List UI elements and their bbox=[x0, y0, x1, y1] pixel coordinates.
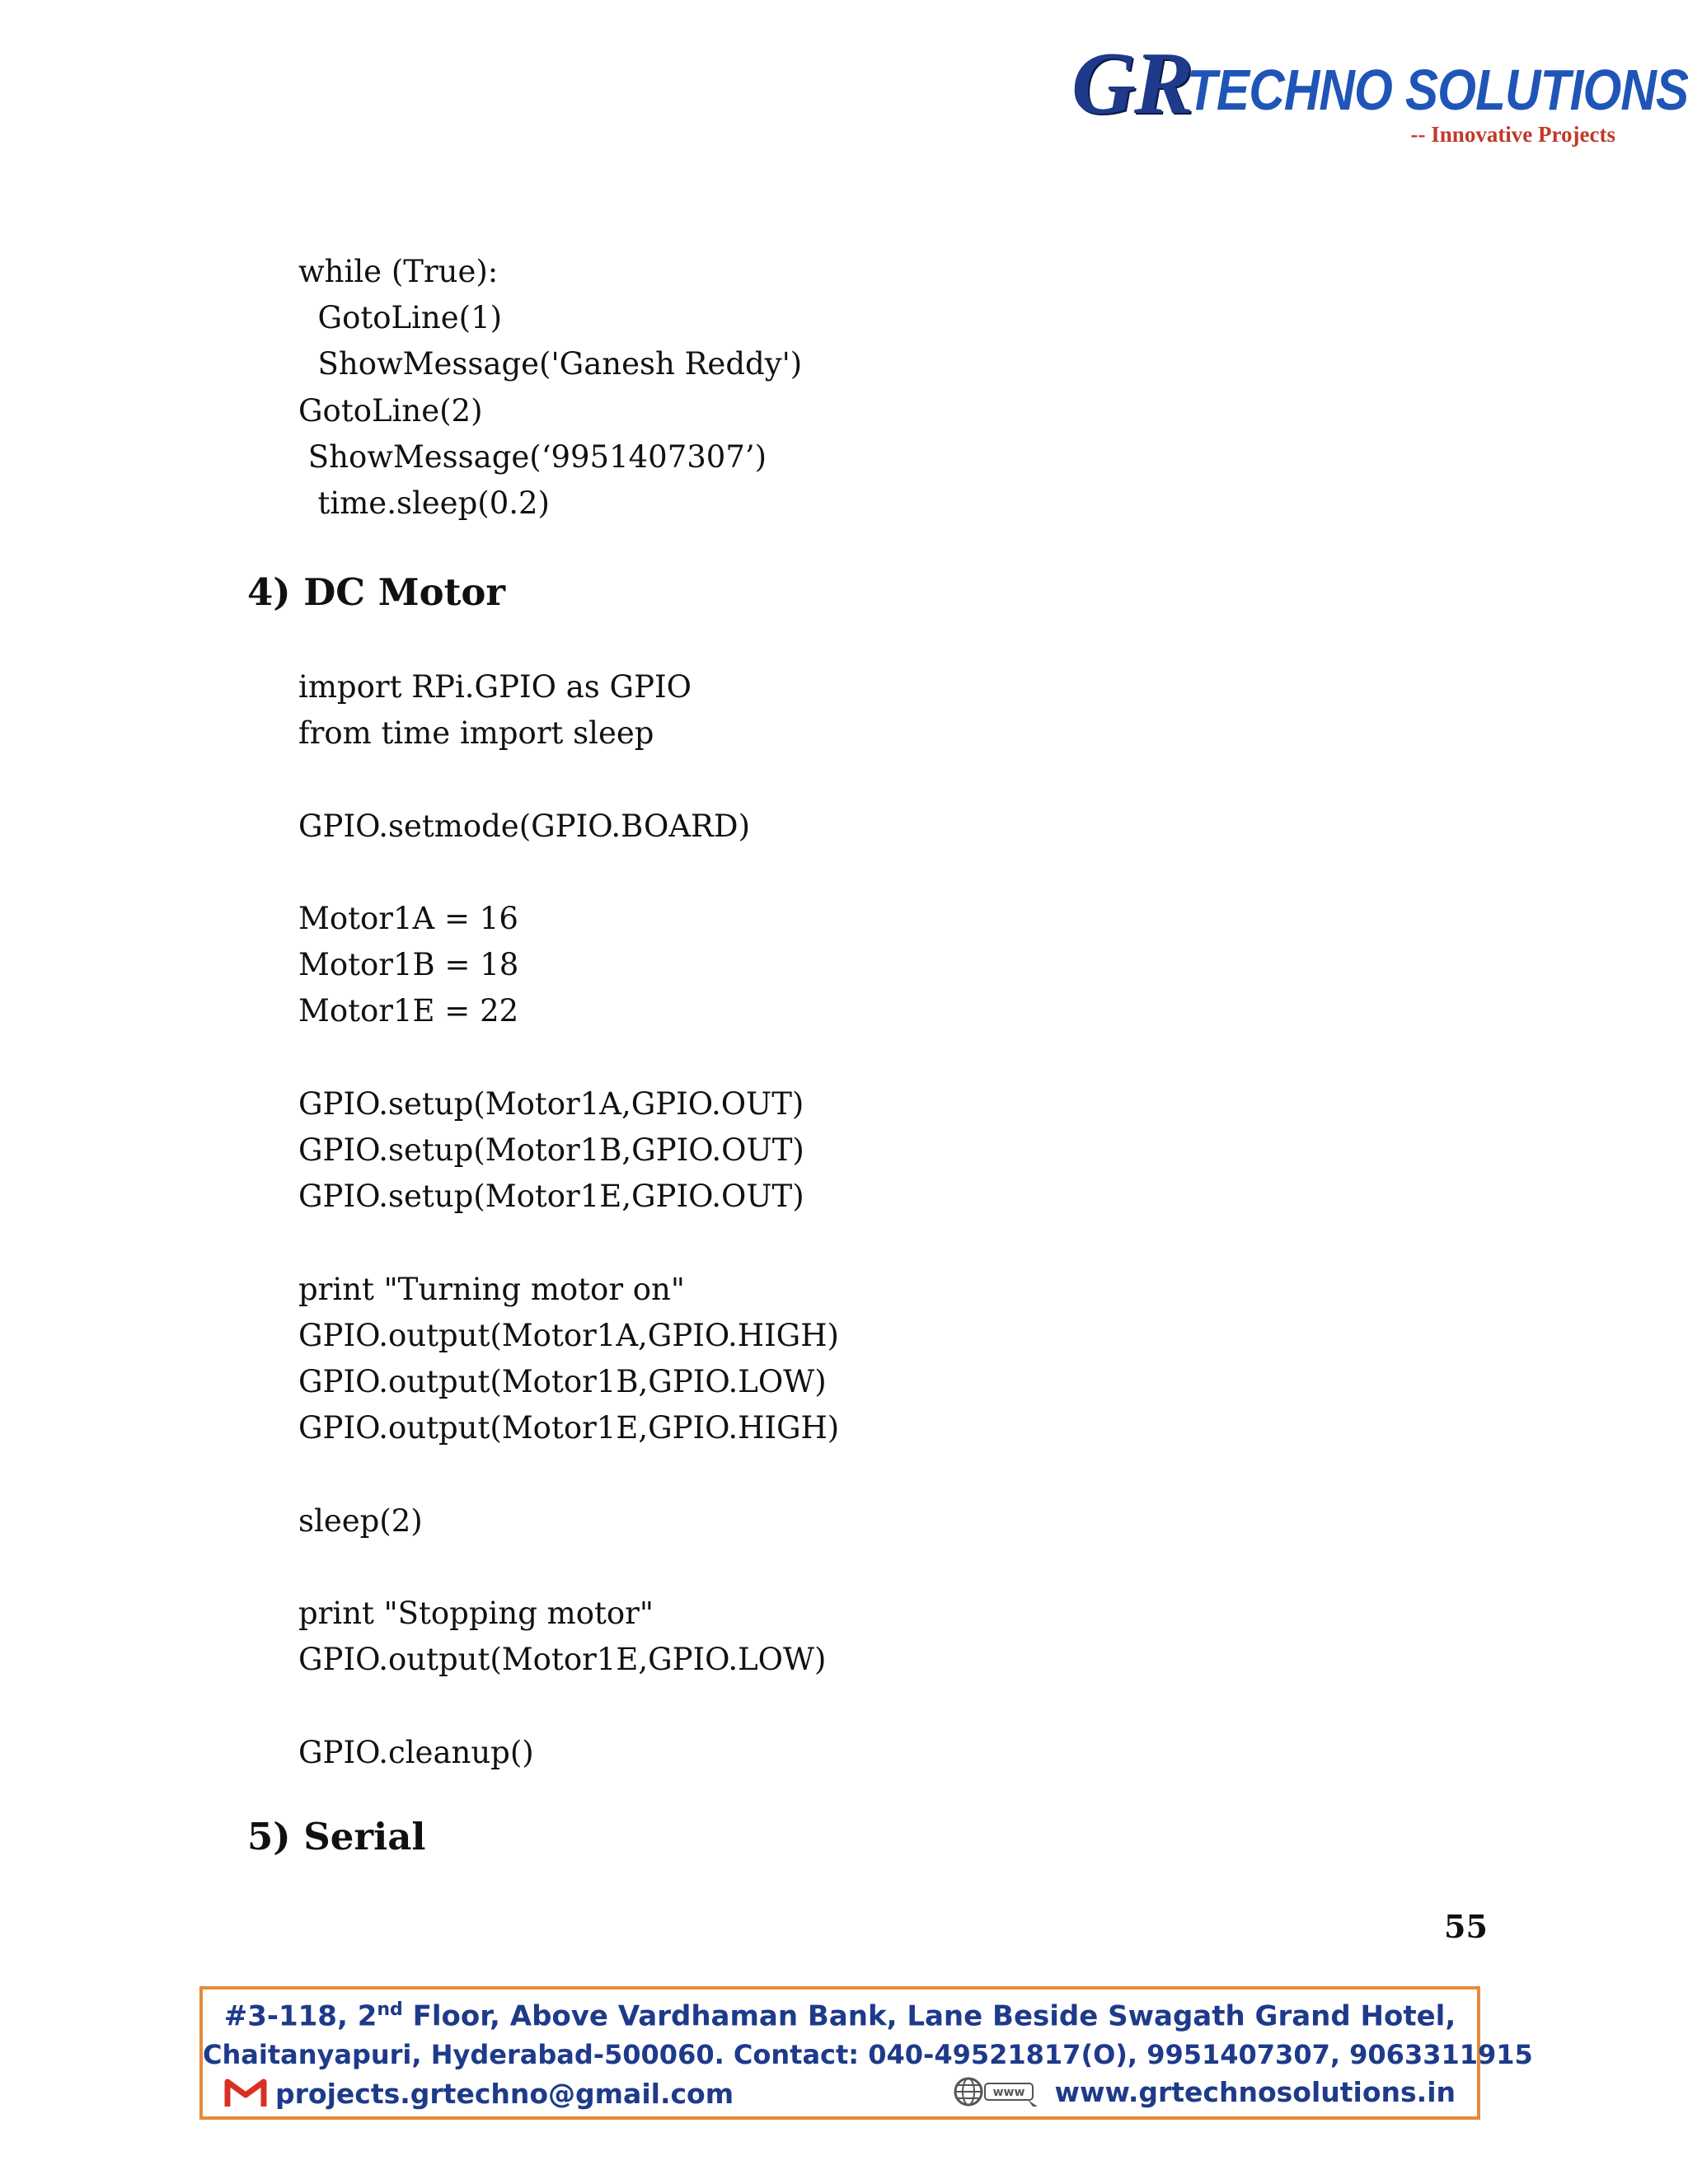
email-link[interactable]: projects.grtechno@gmail.com bbox=[275, 2077, 734, 2110]
address-superscript: nd bbox=[377, 1999, 403, 2020]
footer-contact-box bbox=[199, 1986, 1533, 2120]
code-line: ShowMessage('Ganesh Reddy') bbox=[298, 346, 803, 382]
section-heading-serial: 5) Serial bbox=[247, 1815, 426, 1858]
globe-www-icon bbox=[952, 2075, 1043, 2108]
code-line: GPIO.output(Motor1A,GPIO.HIGH) bbox=[298, 1317, 839, 1353]
code-line: print "Stopping motor" bbox=[298, 1596, 654, 1632]
address-prefix: #3-118, 2 bbox=[223, 1999, 377, 2033]
logo-tagline: -- Innovative Projects bbox=[1410, 122, 1615, 147]
code-line: while (True): bbox=[298, 254, 499, 289]
logo-company-name: TECHNO SOLUTIONS bbox=[1187, 58, 1688, 122]
code-line: GotoLine(2) bbox=[298, 392, 483, 429]
code-line: GPIO.output(Motor1B,GPIO.LOW) bbox=[298, 1364, 827, 1400]
company-logo bbox=[1071, 35, 1688, 155]
address-rest: Floor, Above Vardhaman Bank, Lane Beside Swagath Grand Hotel, bbox=[402, 1999, 1456, 2033]
footer-contact-line: Chaitanyapuri, Hyderabad-500060. Contact: 040-49521817(O), 9951407307, 9063311915 bbox=[203, 2039, 1533, 2070]
code-line: GPIO.setup(Motor1A,GPIO.OUT) bbox=[298, 1085, 804, 1122]
code-line: ShowMessage(‘9951407307’) bbox=[298, 438, 767, 475]
code-block-lcd-loop bbox=[298, 249, 802, 527]
footer-email[interactable] bbox=[224, 2077, 734, 2110]
footer-address-line bbox=[203, 1999, 1477, 2032]
code-line: print "Turning motor on" bbox=[298, 1271, 685, 1307]
code-line: import RPi.GPIO as GPIO bbox=[298, 669, 692, 705]
code-line: GPIO.output(Motor1E,GPIO.LOW) bbox=[298, 1642, 827, 1678]
code-line: Motor1B = 18 bbox=[298, 947, 519, 983]
footer-website[interactable] bbox=[952, 2075, 1456, 2108]
code-line: GotoLine(1) bbox=[298, 300, 503, 336]
code-line: sleep(2) bbox=[298, 1502, 423, 1539]
code-line: GPIO.cleanup() bbox=[298, 1734, 534, 1770]
code-line: GPIO.setmode(GPIO.BOARD) bbox=[298, 808, 751, 844]
code-line: Motor1A = 16 bbox=[298, 901, 518, 937]
www-label: www bbox=[993, 2086, 1025, 2099]
code-line: from time import sleep bbox=[298, 715, 654, 752]
code-line: GPIO.setup(Motor1E,GPIO.OUT) bbox=[298, 1179, 804, 1215]
code-line: Motor1E = 22 bbox=[298, 993, 519, 1029]
code-line: GPIO.output(Motor1E,GPIO.HIGH) bbox=[298, 1410, 840, 1446]
logo-gr-mark: GR bbox=[1071, 35, 1193, 133]
code-line: time.sleep(0.2) bbox=[298, 485, 550, 522]
page-number: 55 bbox=[1444, 1908, 1488, 1945]
website-link[interactable]: www.grtechnosolutions.in bbox=[1054, 2075, 1456, 2108]
gmail-icon bbox=[224, 2077, 267, 2110]
code-line: GPIO.setup(Motor1B,GPIO.OUT) bbox=[298, 1132, 804, 1169]
code-block-dc-motor bbox=[298, 664, 839, 1776]
section-heading-dc-motor: 4) DC Motor bbox=[247, 570, 506, 614]
